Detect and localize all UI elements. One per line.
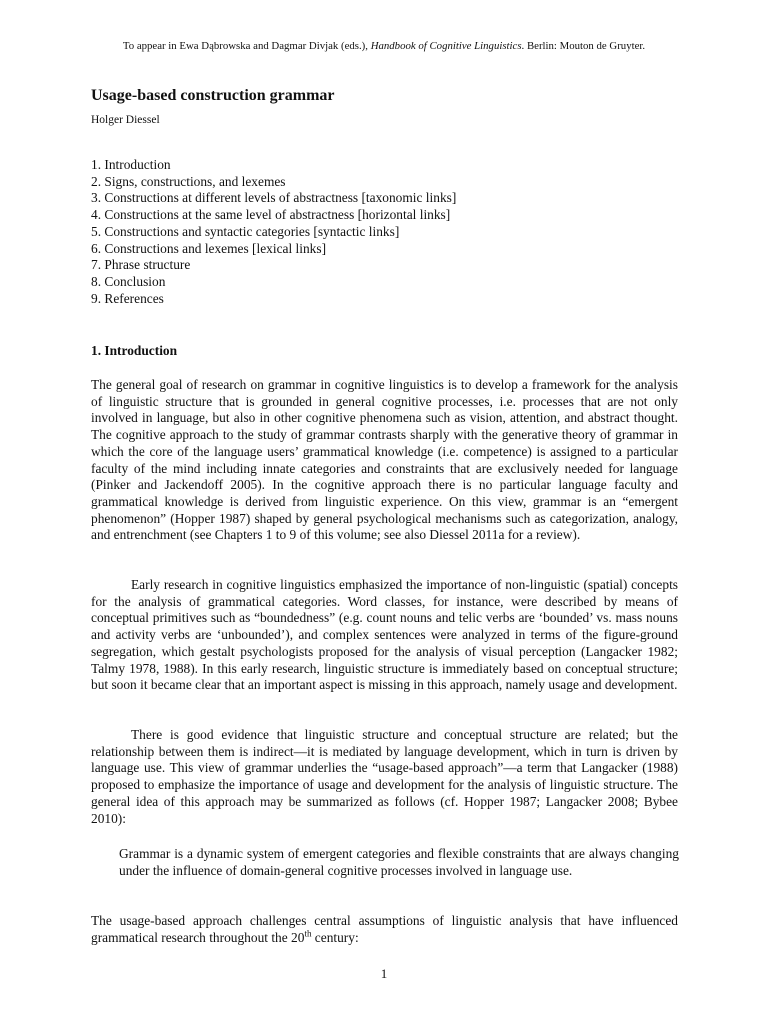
body-paragraph: Early research in cognitive linguistics emphasized the importance of non-linguistic (spatial) concepts for the analysis of grammatical categories. Word classes, for instance, were described by means of conceptual primitives such as “boundedness” (e.g. count nouns and telic verbs are ‘bounded’ vs. mass nouns and activity verbs are ‘unbounded’), and complex sentences were analyzed in terms of the figure-ground segregation, which gestalt psychologists proposed for the analysis of visual perception (Langacker 1982; Talmy 1978, 1988). In this early research, linguistic structure is immediately based on conceptual structure; but soon it became clear that an important aspect is missing in this approach, namely usage and development. xyxy=(91,577,678,693)
section-heading: 1. Introduction xyxy=(91,343,178,358)
toc-item: 7. Phrase structure xyxy=(91,257,191,273)
toc-item: 9. References xyxy=(91,290,164,306)
toc-item: 5. Constructions and syntactic categories [syntactic links] xyxy=(91,223,400,239)
toc-item: 8. Conclusion xyxy=(91,273,166,289)
table-of-contents xyxy=(91,157,456,307)
body-paragraph xyxy=(91,913,678,946)
toc-item: 1. Introduction xyxy=(91,157,171,172)
body-paragraph: There is good evidence that linguistic structure and conceptual structure are related; but the relationship between them is indirect—it is mediated by language development, which in turn is driven by language use. This view of grammar underlies the “usage-based approach”—a term that Langacker (1988) proposed to emphasize the importance of usage and development for the analysis of linguistic structure. The general idea of this approach may be summarized as follows (cf. Hopper 1987; Langacker 2008; Bybee 2010): xyxy=(91,727,678,826)
author-name: Holger Diessel xyxy=(91,114,160,126)
block-quote: Grammar is a dynamic system of emergent categories and flexible constraints that are always changing under the influence of domain-general cognitive processes involved in language use. xyxy=(119,846,679,878)
header-prefix: To appear in Ewa Dąbrowska and Dagmar Divjak (eds.), xyxy=(122,40,371,52)
header-book-title: Handbook of Cognitive Linguistics xyxy=(370,40,522,52)
toc-item: 6. Constructions and lexemes [lexical links] xyxy=(91,240,327,256)
paragraph-text: century: xyxy=(311,929,359,945)
superscript: th xyxy=(304,928,312,939)
page-number: 1 xyxy=(380,966,388,981)
toc-item: 3. Constructions at different levels of abstractness [taxonomic links] xyxy=(91,190,457,206)
paragraph-text: The usage-based approach challenges central assumptions of linguistic analysis that have influenced grammatical research throughout the 20 xyxy=(91,913,678,945)
header-suffix: . Berlin: Mouton de Gruyter. xyxy=(521,40,646,52)
toc-item: 4. Constructions at the same level of abstractness [horizontal links] xyxy=(91,207,451,223)
body-paragraph: The general goal of research on grammar in cognitive linguistics is to develop a framework for the analysis of linguistic structure that is grounded in general cognitive processes, i.e. processes that are not only involved in language, but also in other cognitive phenomena such as vision, attention, and abstract thought. The cognitive approach to the study of grammar contrasts sharply with the generative theory of grammar in which the core of the language users’ grammatical knowledge (i.e. competence) is assigned to a particular faculty of the mind including innate categories and constraints that are exclusively needed for language (Pinker and Jackendoff 2005). In the cognitive approach there is no particular language faculty and grammatical knowledge is derived from linguistic experience. On this view, grammar is an “emergent phenomenon” (Hopper 1987) shaped by general psychological mechanisms such as categorization, analogy, and entrenchment (see Chapters 1 to 9 of this volume; see also Diessel 2011a for a review). xyxy=(91,377,678,543)
toc-item: 2. Signs, constructions, and lexemes xyxy=(91,173,286,189)
document-title: Usage-based construction grammar xyxy=(91,87,335,104)
running-header xyxy=(0,39,768,53)
